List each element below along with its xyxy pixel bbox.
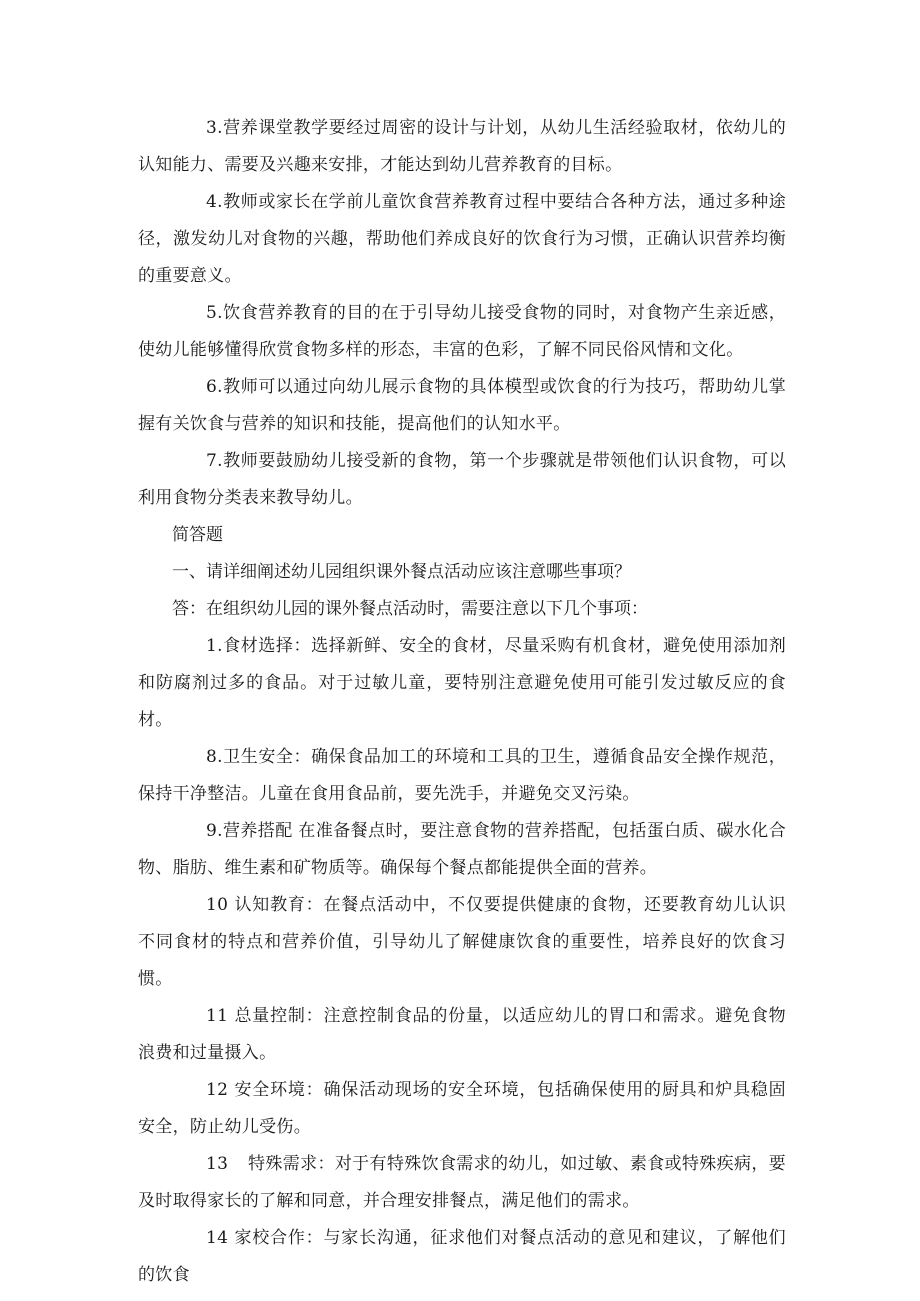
paragraph-5	[138, 295, 786, 369]
paragraph-7	[138, 443, 786, 517]
answer-item-14	[138, 1220, 786, 1294]
question-text: 一、请详细阐述幼儿园组织课外餐点活动应该注意哪些事项？	[172, 562, 631, 582]
paragraph-number: 5	[206, 303, 218, 323]
item-number: 10	[206, 895, 229, 915]
item-text: .卫生安全：确保食品加工的环境和工具的卫生，遵循食品安全操作规范，保持干净整洁。儿童在食用食品前，要先洗手，并避免交叉污染。	[138, 747, 786, 804]
paragraph-text: .教师要鼓励幼儿接受新的食物，第一个步骤就是带领他们认识食物，可以利用食物分类表来教导幼儿。	[138, 451, 786, 508]
answer-item-8	[138, 739, 786, 813]
item-text: 特殊需求：对于有特殊饮食需求的幼儿，如过敏、素食或特殊疾病，要及时取得家长的了解和同意，并合理安排餐点，满足他们的需求。	[138, 1154, 786, 1211]
answer-item-11	[138, 998, 786, 1072]
document-page	[138, 110, 786, 1294]
item-number: 8	[206, 747, 218, 767]
item-number: 11	[206, 1006, 229, 1026]
item-text: 认知教育：在餐点活动中，不仅要提供健康的食物，还要教育幼儿认识不同食材的特点和营养价值，引导幼儿了解健康饮食的重要性，培养良好的饮食习惯。	[138, 895, 786, 989]
item-number: 14	[206, 1228, 229, 1248]
answer-item-10	[138, 887, 786, 998]
item-text: 食材选择：选择新鲜、安全的食材，尽量采购有机食材，避免使用添加剂和防腐剂过多的食品。对于过敏儿童，要特别注意避免使用可能引发过敏反应的食材。	[138, 636, 786, 730]
paragraph-number: 6	[206, 377, 218, 397]
item-number: 9	[206, 821, 218, 841]
paragraph-text: .教师可以通过向幼儿展示食物的具体模型或饮食的行为技巧，帮助幼儿掌握有关饮食与营养的知识和技能，提高他们的认知水平。	[138, 377, 786, 434]
paragraph-text: .营养课堂教学要经过周密的设计与计划，从幼儿生活经验取材，依幼儿的认知能力、需要及兴趣来安排，才能达到幼儿营养教育的目标。	[138, 118, 786, 175]
item-number: 1.	[206, 636, 223, 656]
item-text: .营养搭配 在准备餐点时，要注意食物的营养搭配，包括蛋白质、碳水化合物、脂肪、维生素和矿物质等。确保每个餐点都能提供全面的营养。	[138, 821, 786, 878]
paragraph-number: 4	[206, 192, 218, 212]
answer-item-13	[138, 1146, 786, 1220]
paragraph-text: .教师或家长在学前儿童饮食营养教育过程中要结合各种方法，通过多种途径，激发幼儿对食物的兴趣，帮助他们养成良好的饮食行为习惯，正确认识营养均衡的重要意义。	[138, 192, 786, 286]
item-number: 13	[206, 1154, 229, 1174]
answer-intro: 答：在组织幼儿园的课外餐点活动时，需要注意以下几个事项：	[172, 599, 648, 619]
section-title: 简答题	[172, 525, 223, 545]
answer-item-1	[138, 628, 786, 739]
item-text: 安全环境：确保活动现场的安全环境，包括确保使用的厨具和炉具稳固安全，防止幼儿受伤。	[138, 1080, 786, 1137]
paragraph-text: .饮食营养教育的目的在于引导幼儿接受食物的同时，对食物产生亲近感，使幼儿能够懂得欣赏食物多样的形态，丰富的色彩，了解不同民俗风情和文化。	[138, 303, 786, 360]
item-number: 12	[206, 1080, 229, 1100]
paragraph-number: 7	[206, 451, 218, 471]
item-text: 家校合作：与家长沟通，征求他们对餐点活动的意见和建议，了解他们的饮食	[138, 1228, 786, 1285]
paragraph-3	[138, 110, 786, 184]
paragraph-4	[138, 184, 786, 295]
paragraph-number: 3	[206, 118, 218, 138]
answer-item-12	[138, 1072, 786, 1146]
item-text: 总量控制：注意控制食品的份量，以适应幼儿的胃口和需求。避免食物浪费和过量摄入。	[138, 1006, 786, 1063]
answer-item-9	[138, 813, 786, 887]
paragraph-6	[138, 369, 786, 443]
